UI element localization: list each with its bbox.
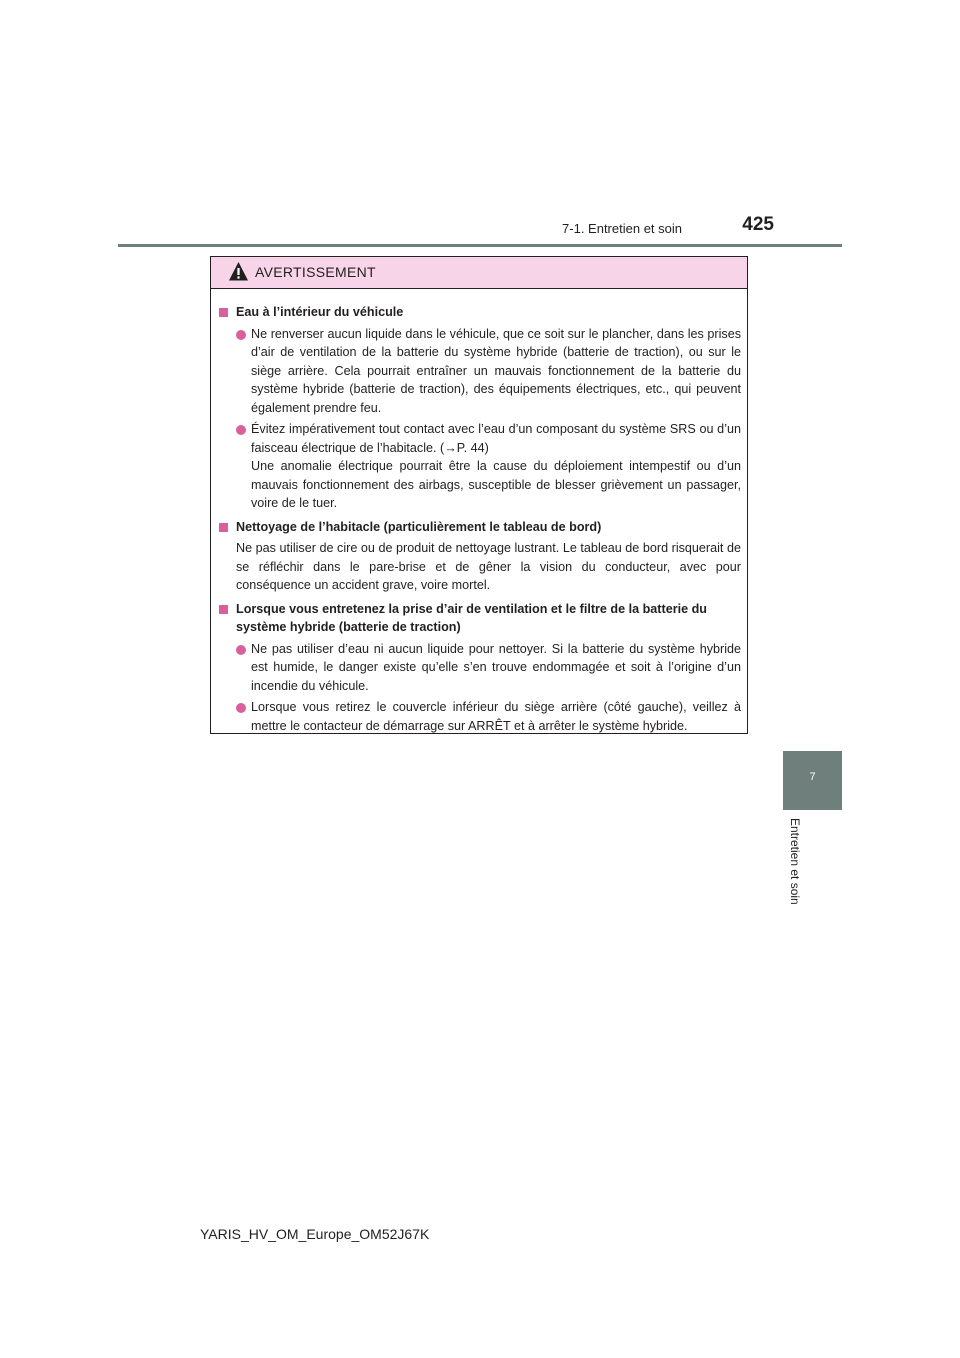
warning-triangle-icon xyxy=(228,261,249,282)
section-heading-text: Lorsque vous entretenez la prise d’air de ventilation et le filtre de la batterie du système hybride (batterie de traction) xyxy=(236,601,707,634)
section-water xyxy=(219,303,741,513)
square-bullet-icon xyxy=(219,523,228,532)
header-section-title: 7-1. Entretien et soin xyxy=(562,221,682,236)
side-tab-label: Entretien et soin xyxy=(788,818,802,905)
bullet-item xyxy=(219,640,741,696)
bullet-item xyxy=(219,420,741,513)
side-tab-number: 7 xyxy=(809,771,816,783)
warning-title: AVERTISSEMENT xyxy=(255,264,376,280)
section-battery-vent xyxy=(219,600,741,736)
page-number: 425 xyxy=(742,214,774,235)
section-text: Ne pas utiliser de cire ou de produit de nettoyage lustrant. Le tableau de bord risquerait de se réfléchir dans le pare-brise et de gêner la vision du conducteur, avec pour conséquence un accident grave, voire mortel. xyxy=(236,541,741,592)
bullet-text: Ne pas utiliser d’eau ni aucun liquide pour nettoyer. Si la batterie du système hybride est humide, le danger existe qu’elle s’en trouve endommagée et soit à l’origine d’un incendie du véhicule. xyxy=(251,641,741,693)
square-bullet-icon xyxy=(219,605,228,614)
bullet-text: Lorsque vous retirez le couvercle inférieur du siège arrière (côté gauche), veillez à mettre le contacteur de démarrage sur ARRÊT et à arrêter le système hybride. xyxy=(251,700,741,733)
bullet-item xyxy=(219,325,741,418)
section-heading xyxy=(219,600,741,637)
bullet-item xyxy=(219,698,741,735)
square-bullet-icon xyxy=(219,308,228,317)
round-bullet-icon xyxy=(236,330,246,340)
section-heading xyxy=(219,518,741,537)
bullet-text-continued: Une anomalie électrique pourrait être la cause du déploiement intempestif ou d’un mauvais fonctionnement des airbags, susceptible de blesser grièvement un passager, voire de le tuer. xyxy=(251,459,741,510)
bullet-text: Évitez impérativement tout contact avec l’eau d’un composant du système SRS ou d’un faisceau électrique de l’habitacle. (→P. 44) xyxy=(251,422,741,455)
round-bullet-icon xyxy=(236,425,246,435)
round-bullet-icon xyxy=(236,645,246,655)
warning-box xyxy=(210,256,748,734)
section-heading xyxy=(219,303,741,322)
section-heading-text: Eau à l’intérieur du véhicule xyxy=(236,305,404,319)
section-cleaning xyxy=(219,518,741,595)
footer-document-id: YARIS_HV_OM_Europe_OM52J67K xyxy=(200,1226,430,1242)
round-bullet-icon xyxy=(236,703,246,713)
section-heading-text: Nettoyage de l’habitacle (particulièrement le tableau de bord) xyxy=(236,519,602,534)
warning-body xyxy=(211,289,747,735)
header-rule xyxy=(118,244,842,247)
warning-header xyxy=(211,257,747,289)
side-chapter-tab xyxy=(783,751,842,810)
bullet-text: Ne renverser aucun liquide dans le véhicule, que ce soit sur le plancher, dans les prises d’air de ventilation de la batterie du système hybride (batterie de traction), ou sur le siège arrière. Cela pourrait entraîner un mauvais fonctionnement de la batterie du système hybride (batterie de traction), des équipements électriques, etc., qui peuvent également prendre feu. xyxy=(251,326,741,415)
